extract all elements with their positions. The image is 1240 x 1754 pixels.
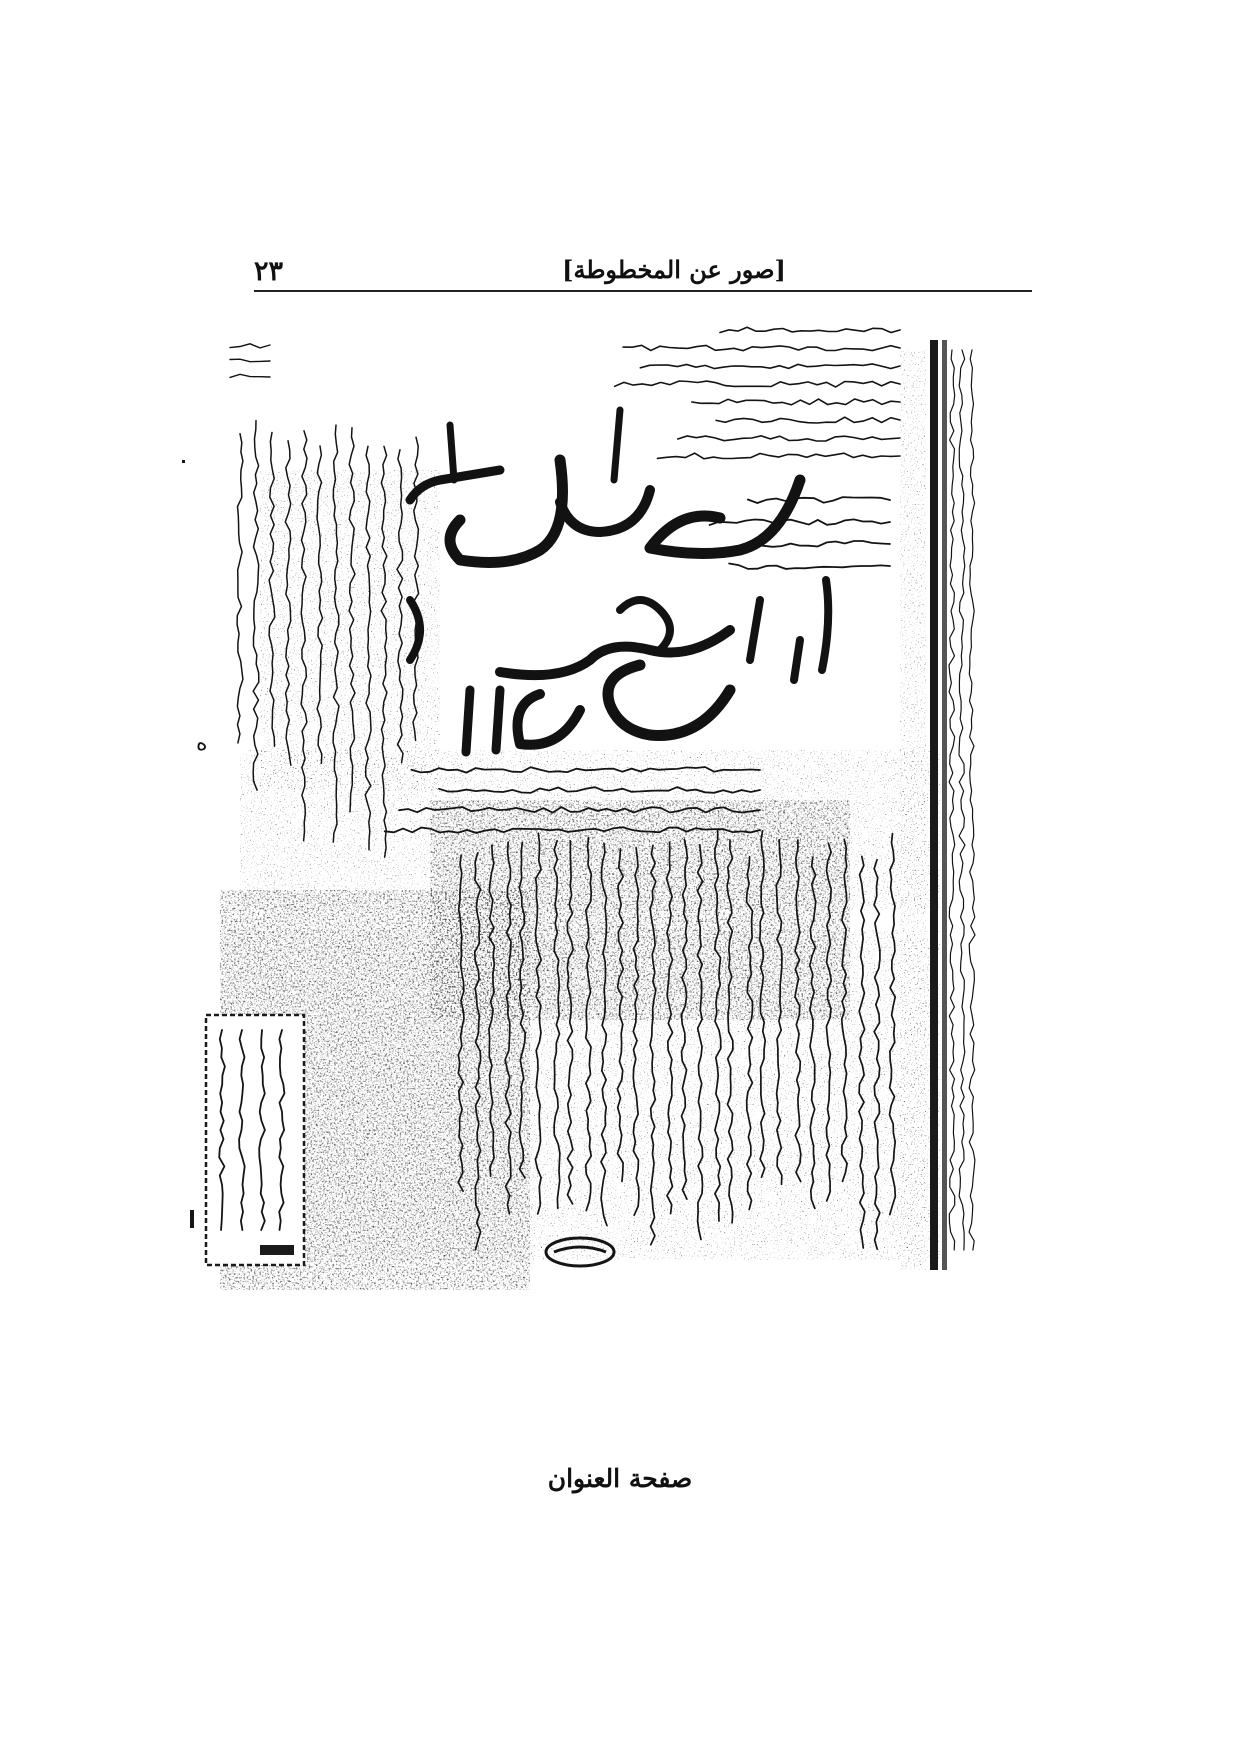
edge-note-line [959, 350, 965, 1250]
calligraphic-title [410, 410, 828, 752]
marginal-note-line [230, 359, 270, 362]
page-number: ٢٣ [254, 256, 284, 287]
marginal-note-line [729, 564, 890, 569]
marginal-note-line [657, 453, 900, 459]
manuscript-plate [196, 330, 1060, 1420]
degraded-area [220, 470, 940, 1290]
marginal-note-line [692, 399, 900, 405]
header-rule [254, 290, 1032, 292]
marginal-note-line [710, 519, 890, 525]
edge-note-line [949, 350, 955, 1250]
figure-caption: صفحة العنوان [547, 1464, 693, 1493]
marginal-note-line [230, 374, 270, 377]
edge-note-line [969, 350, 975, 1250]
left-note-line [253, 421, 259, 791]
marginal-note-line [678, 436, 900, 441]
marginal-note-line [640, 364, 900, 369]
marginal-note-line [716, 417, 900, 423]
marginal-note-line [748, 497, 890, 503]
page-header [254, 240, 1032, 290]
running-title: [صور عن المخطوطة] [562, 255, 786, 284]
marginal-note-line [720, 327, 900, 332]
marginal-note-line [623, 345, 900, 350]
marginal-note-line [615, 381, 900, 387]
left-note-line [237, 434, 243, 743]
marginal-note-line [230, 344, 270, 348]
margin-marks [182, 460, 208, 1228]
svg-text:ه: ه [196, 731, 208, 756]
library-stamp [206, 1015, 304, 1265]
